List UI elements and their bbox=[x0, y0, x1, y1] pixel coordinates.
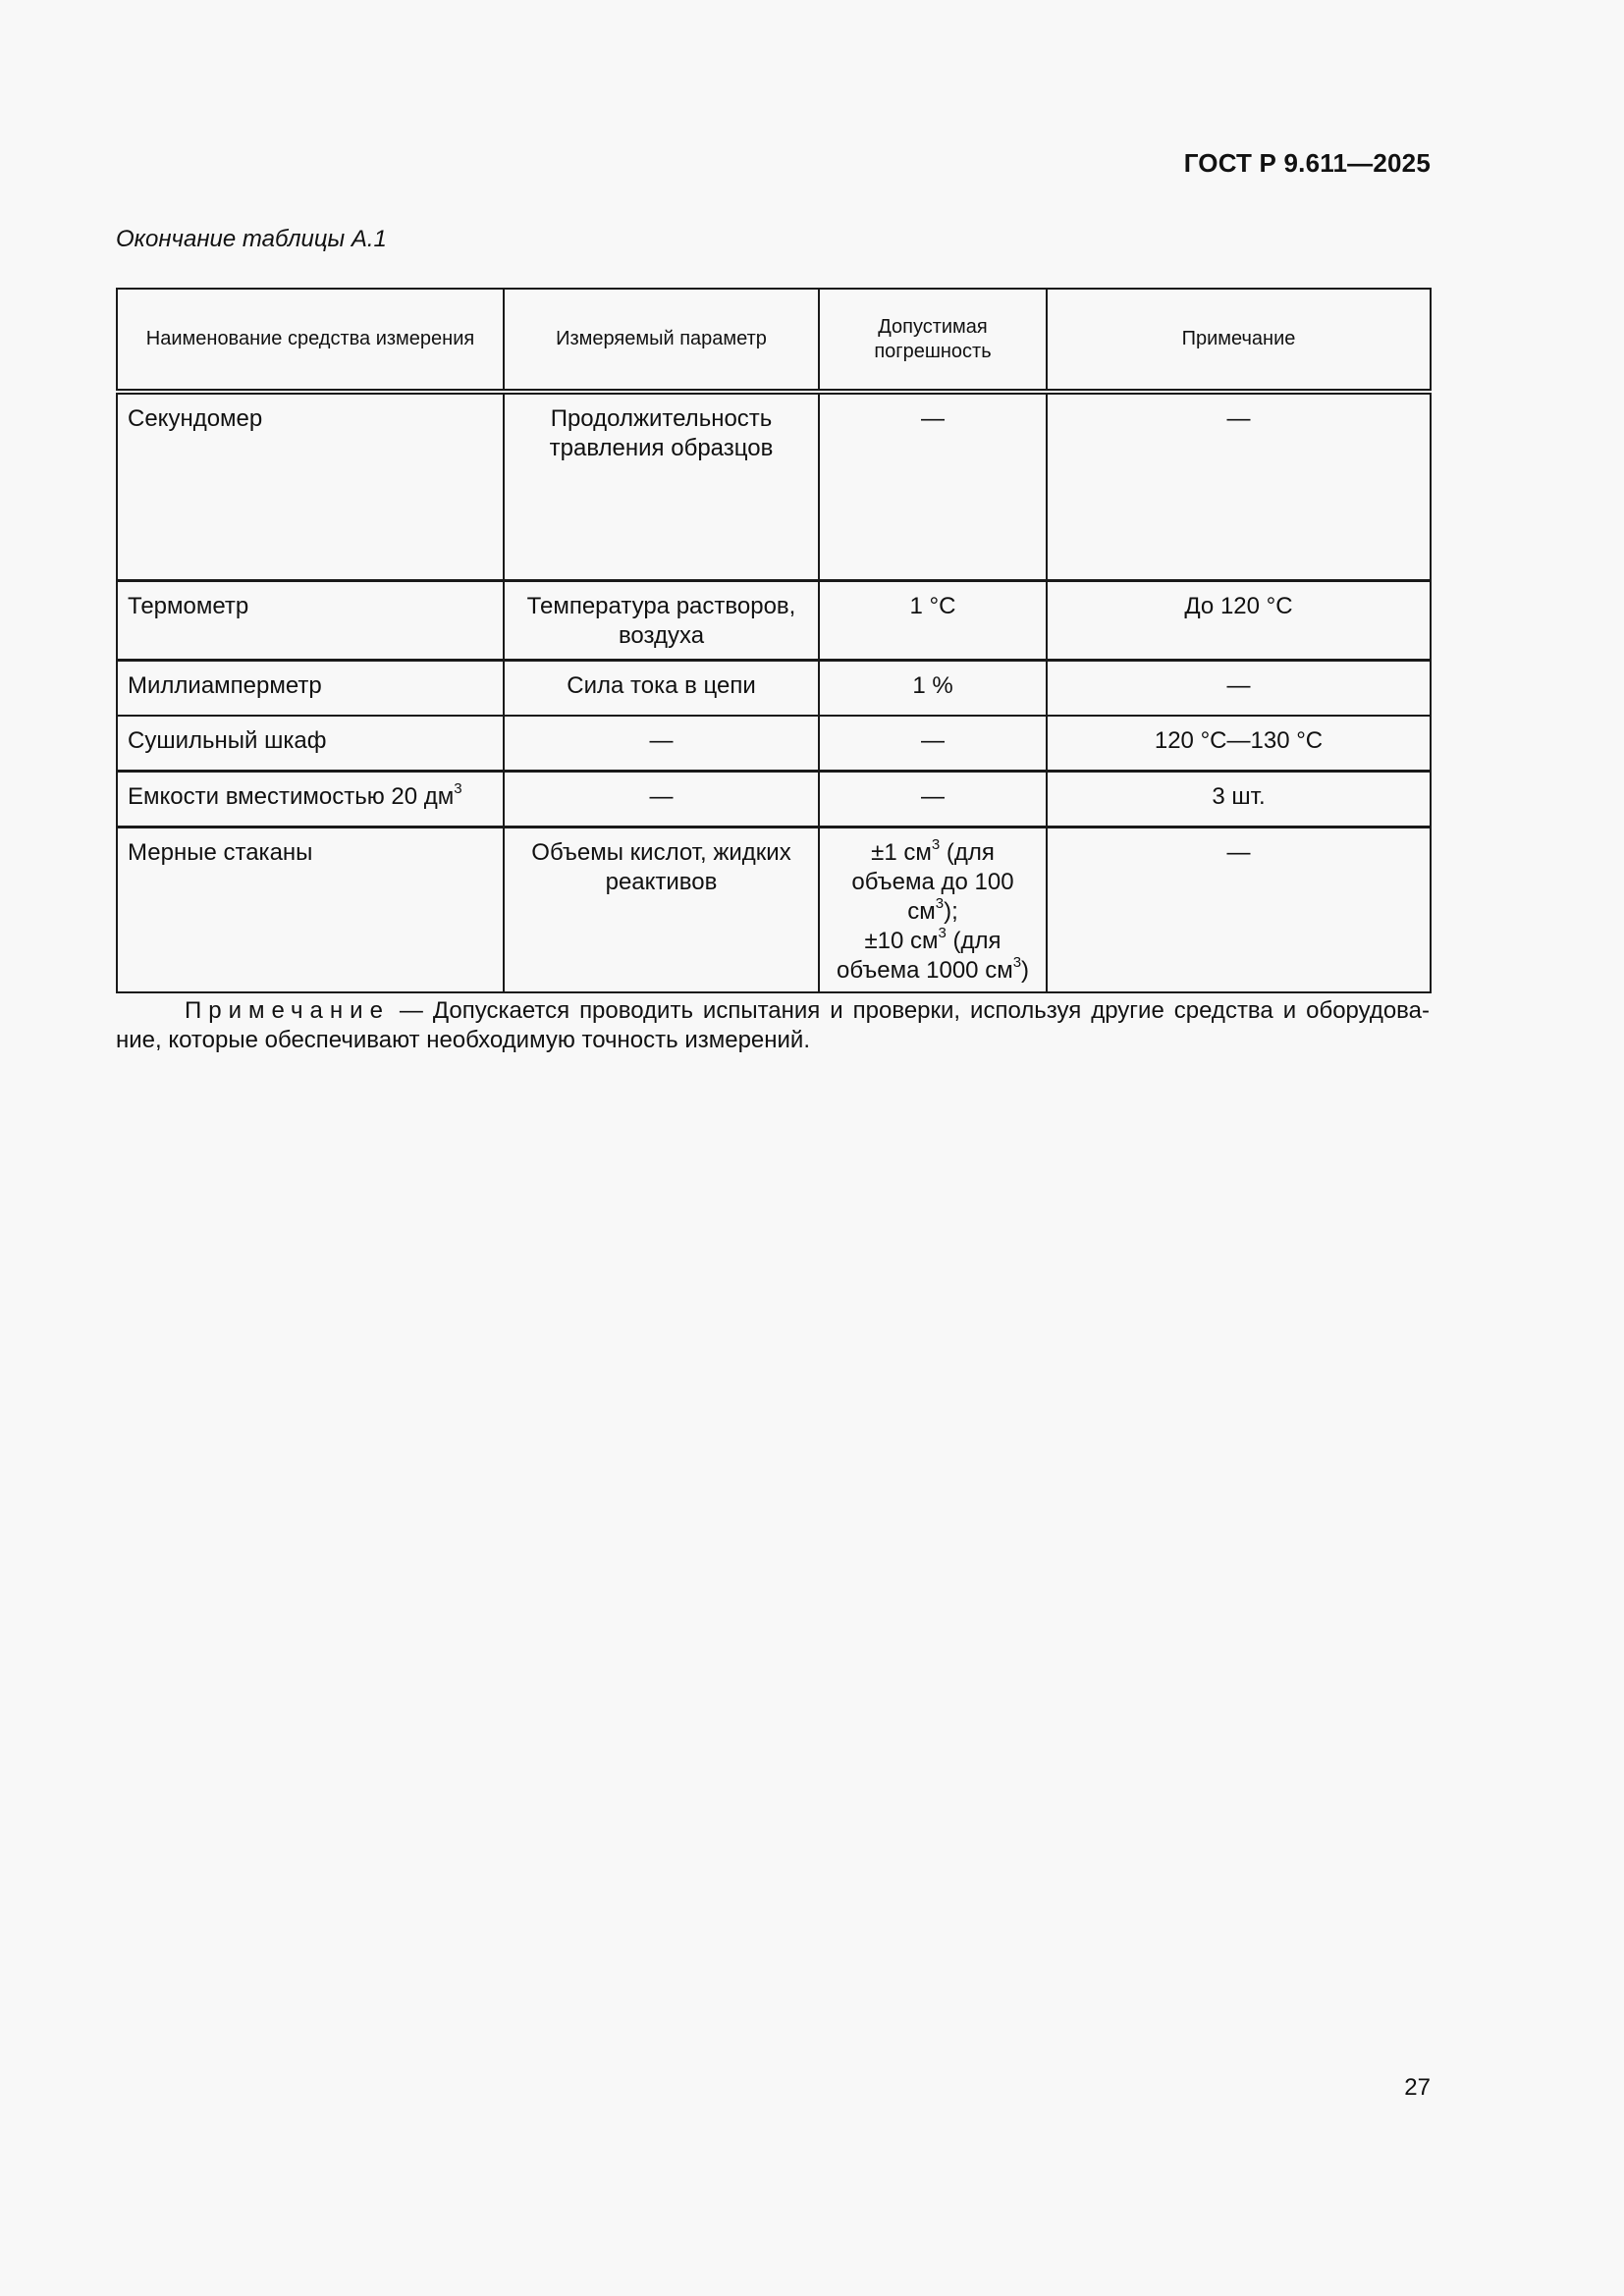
table-header-row bbox=[117, 289, 1431, 392]
cell-instrument: Секундомер bbox=[117, 392, 504, 581]
table-row bbox=[117, 661, 1431, 717]
cell-note: 3 шт. bbox=[1047, 772, 1431, 828]
tolerance-text: ±10 см bbox=[864, 928, 939, 954]
cell-note: До 120 °С bbox=[1047, 581, 1431, 661]
superscript-exponent: 3 bbox=[1012, 954, 1022, 971]
cell-note: — bbox=[1047, 392, 1431, 581]
cell-instrument: Термометр bbox=[117, 581, 504, 661]
cell-tolerance bbox=[819, 828, 1047, 993]
cell-parameter: — bbox=[504, 716, 819, 772]
table-row bbox=[117, 772, 1431, 828]
tolerance-text: ±1 см bbox=[871, 839, 932, 866]
tolerance-text: (для объема до 100 см bbox=[851, 839, 1014, 925]
cell-instrument: Сушильный шкаф bbox=[117, 716, 504, 772]
column-header-tolerance: Допустимая погрешность bbox=[819, 289, 1047, 392]
cell-instrument: Миллиамперметр bbox=[117, 661, 504, 717]
tolerance-text: ) bbox=[1021, 957, 1030, 984]
cell-note: 120 °С—130 °С bbox=[1047, 716, 1431, 772]
document-code: ГОСТ Р 9.611—2025 bbox=[1183, 148, 1431, 178]
table-caption: Окончание таблицы А.1 bbox=[116, 226, 387, 252]
cell-parameter: Температура растворов, воздуха bbox=[504, 581, 819, 661]
page-number: 27 bbox=[1404, 2074, 1431, 2101]
table-row bbox=[117, 828, 1431, 993]
footnote-text: — Допускается проводить испытания и проверки, используя другие средства и оборудова-ние, которые обеспечивают необходимую точность измерений. bbox=[116, 997, 1430, 1053]
measurement-instruments-table bbox=[116, 288, 1432, 993]
cell-note: — bbox=[1047, 661, 1431, 717]
superscript-exponent: 3 bbox=[931, 836, 941, 853]
superscript-exponent: 3 bbox=[454, 780, 462, 797]
column-header-note: Примечание bbox=[1047, 289, 1431, 392]
column-header-parameter: Измеряемый параметр bbox=[504, 289, 819, 392]
footnote-label: Примечание bbox=[185, 997, 390, 1024]
table-row bbox=[117, 392, 1431, 581]
column-header-instrument: Наименование средства измерения bbox=[117, 289, 504, 392]
table-footnote bbox=[116, 996, 1430, 1055]
cell-tolerance: 1 % bbox=[819, 661, 1047, 717]
cell-parameter: Объемы кислот, жидких реактивов bbox=[504, 828, 819, 993]
cell-tolerance: 1 °С bbox=[819, 581, 1047, 661]
cell-tolerance: — bbox=[819, 772, 1047, 828]
table-row bbox=[117, 716, 1431, 772]
superscript-exponent: 3 bbox=[935, 895, 945, 912]
cell-tolerance: — bbox=[819, 392, 1047, 581]
cell-parameter: Продолжительность травления образцов bbox=[504, 392, 819, 581]
superscript-exponent: 3 bbox=[938, 925, 947, 941]
cell-note: — bbox=[1047, 828, 1431, 993]
cell-parameter: Сила тока в цепи bbox=[504, 661, 819, 717]
cell-tolerance: — bbox=[819, 716, 1047, 772]
table-row bbox=[117, 581, 1431, 661]
cell-instrument bbox=[117, 772, 504, 828]
tolerance-text: ); bbox=[944, 898, 958, 925]
tolerance-text: (для объема 1000 см bbox=[836, 928, 1013, 984]
cell-parameter: — bbox=[504, 772, 819, 828]
cell-instrument-text: Емкости вместимостью 20 дм bbox=[128, 783, 455, 810]
cell-instrument: Мерные стаканы bbox=[117, 828, 504, 993]
